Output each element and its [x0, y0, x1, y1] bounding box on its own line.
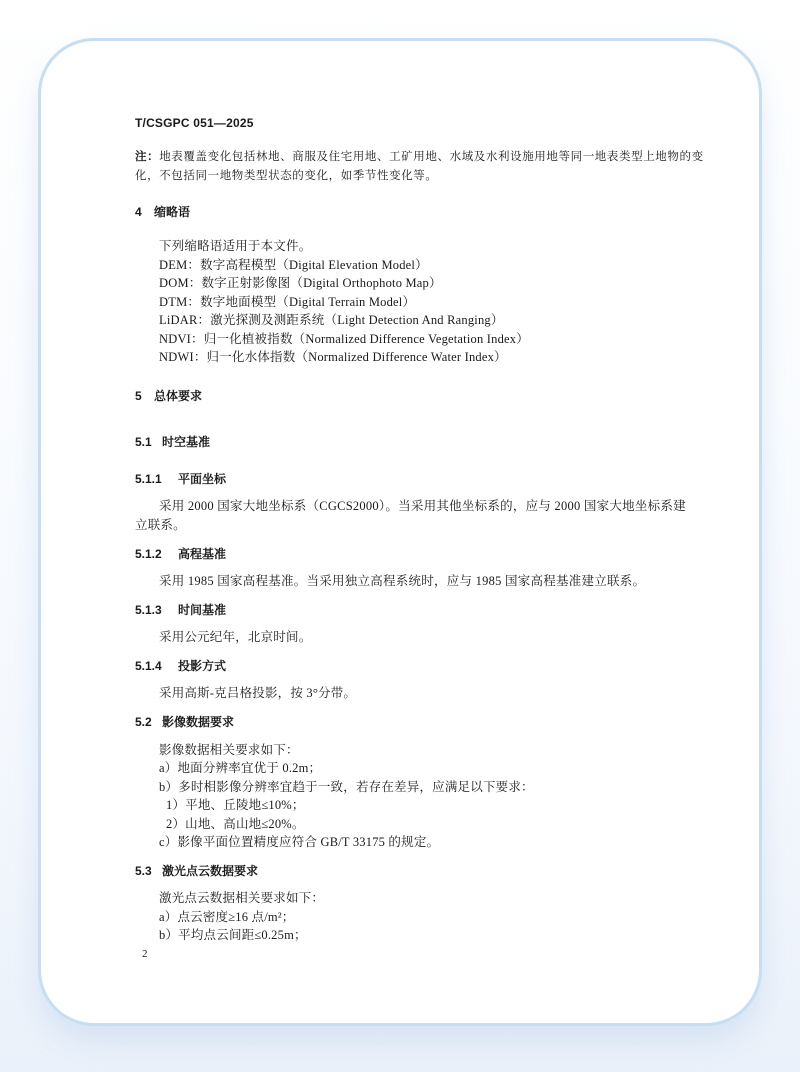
image-req-b2: 2）山地、高山地≤20%。 — [166, 817, 305, 831]
section-5-1-2-heading: 5.1.2 高程基准 — [135, 547, 227, 561]
note-line-1 — [135, 148, 704, 164]
abbr-dom: DOM：数字正射影像图（Digital Orthophoto Map） — [159, 276, 442, 290]
lidar-req-a: a）点云密度≥16 点/m²； — [159, 910, 295, 924]
note-label: 注： — [135, 151, 160, 163]
section-5-1-3-heading: 5.1.3 时间基准 — [135, 603, 227, 617]
section-5-2-heading: 5.2 影像数据要求 — [135, 715, 235, 729]
abbr-lidar: LiDAR：激光探测及测距系统（Light Detection And Ranging） — [159, 313, 504, 327]
image-req-c: c）影像平面位置精度应符合 GB/T 33175 的规定。 — [159, 835, 440, 849]
projection-text: 采用高斯-克吕格投影，按 3°分带。 — [159, 686, 357, 700]
section-4-intro: 下列缩略语适用于本文件。 — [159, 239, 312, 253]
image-req-intro: 影像数据相关要求如下： — [159, 743, 299, 757]
time-datum-text: 采用公元纪年，北京时间。 — [159, 630, 312, 644]
section-5-1-heading: 5.1 时空基准 — [135, 435, 211, 449]
plane-coordinate-text-1: 采用 2000 国家大地坐标系（CGCS2000）。当采用其他坐标系的，应与 2000 国家大地坐标系建 — [159, 499, 686, 513]
note-text-1: 地表覆盖变化包括林地、商服及住宅用地、工矿用地、水域及水利设施用地等同一地表类型上地物的变 — [159, 151, 704, 163]
section-5-1-4-heading: 5.1.4 投影方式 — [135, 659, 227, 673]
image-req-b1: 1）平地、丘陵地≤10%； — [166, 798, 305, 812]
section-5-3-heading: 5.3 激光点云数据要求 — [135, 864, 259, 878]
abbr-dtm: DTM：数字地面模型（Digital Terrain Model） — [159, 295, 416, 309]
height-datum-text: 采用 1985 国家高程基准。当采用独立高程系统时，应与 1985 国家高程基准建立联系。 — [159, 574, 646, 588]
lidar-req-b: b）平均点云间距≤0.25m； — [159, 928, 307, 942]
abbr-ndvi: NDVI：归一化植被指数（Normalized Difference Vegetation Index） — [159, 332, 529, 346]
image-req-b: b）多时相影像分辨率宜趋于一致，若存在差异，应满足以下要求： — [159, 780, 534, 794]
section-5-1-1-heading: 5.1.1 平面坐标 — [135, 472, 227, 486]
image-req-a: a）地面分辨率宜优于 0.2m； — [159, 761, 322, 775]
plane-coordinate-text-2: 立联系。 — [135, 518, 186, 532]
document-number: T/CSGPC 051—2025 — [135, 116, 254, 130]
abbr-ndwi: NDWI：归一化水体指数（Normalized Difference Water Index） — [159, 350, 507, 364]
page-number: 2 — [142, 948, 148, 960]
abbr-dem: DEM：数字高程模型（Digital Elevation Model） — [159, 258, 428, 272]
note-line-2: 化，不包括同一地物类型状态的变化，如季节性变化等。 — [135, 170, 438, 182]
section-5-heading: 5 总体要求 — [135, 389, 203, 403]
section-4-heading: 4 缩略语 — [135, 205, 191, 219]
lidar-req-intro: 激光点云数据相关要求如下： — [159, 891, 325, 905]
